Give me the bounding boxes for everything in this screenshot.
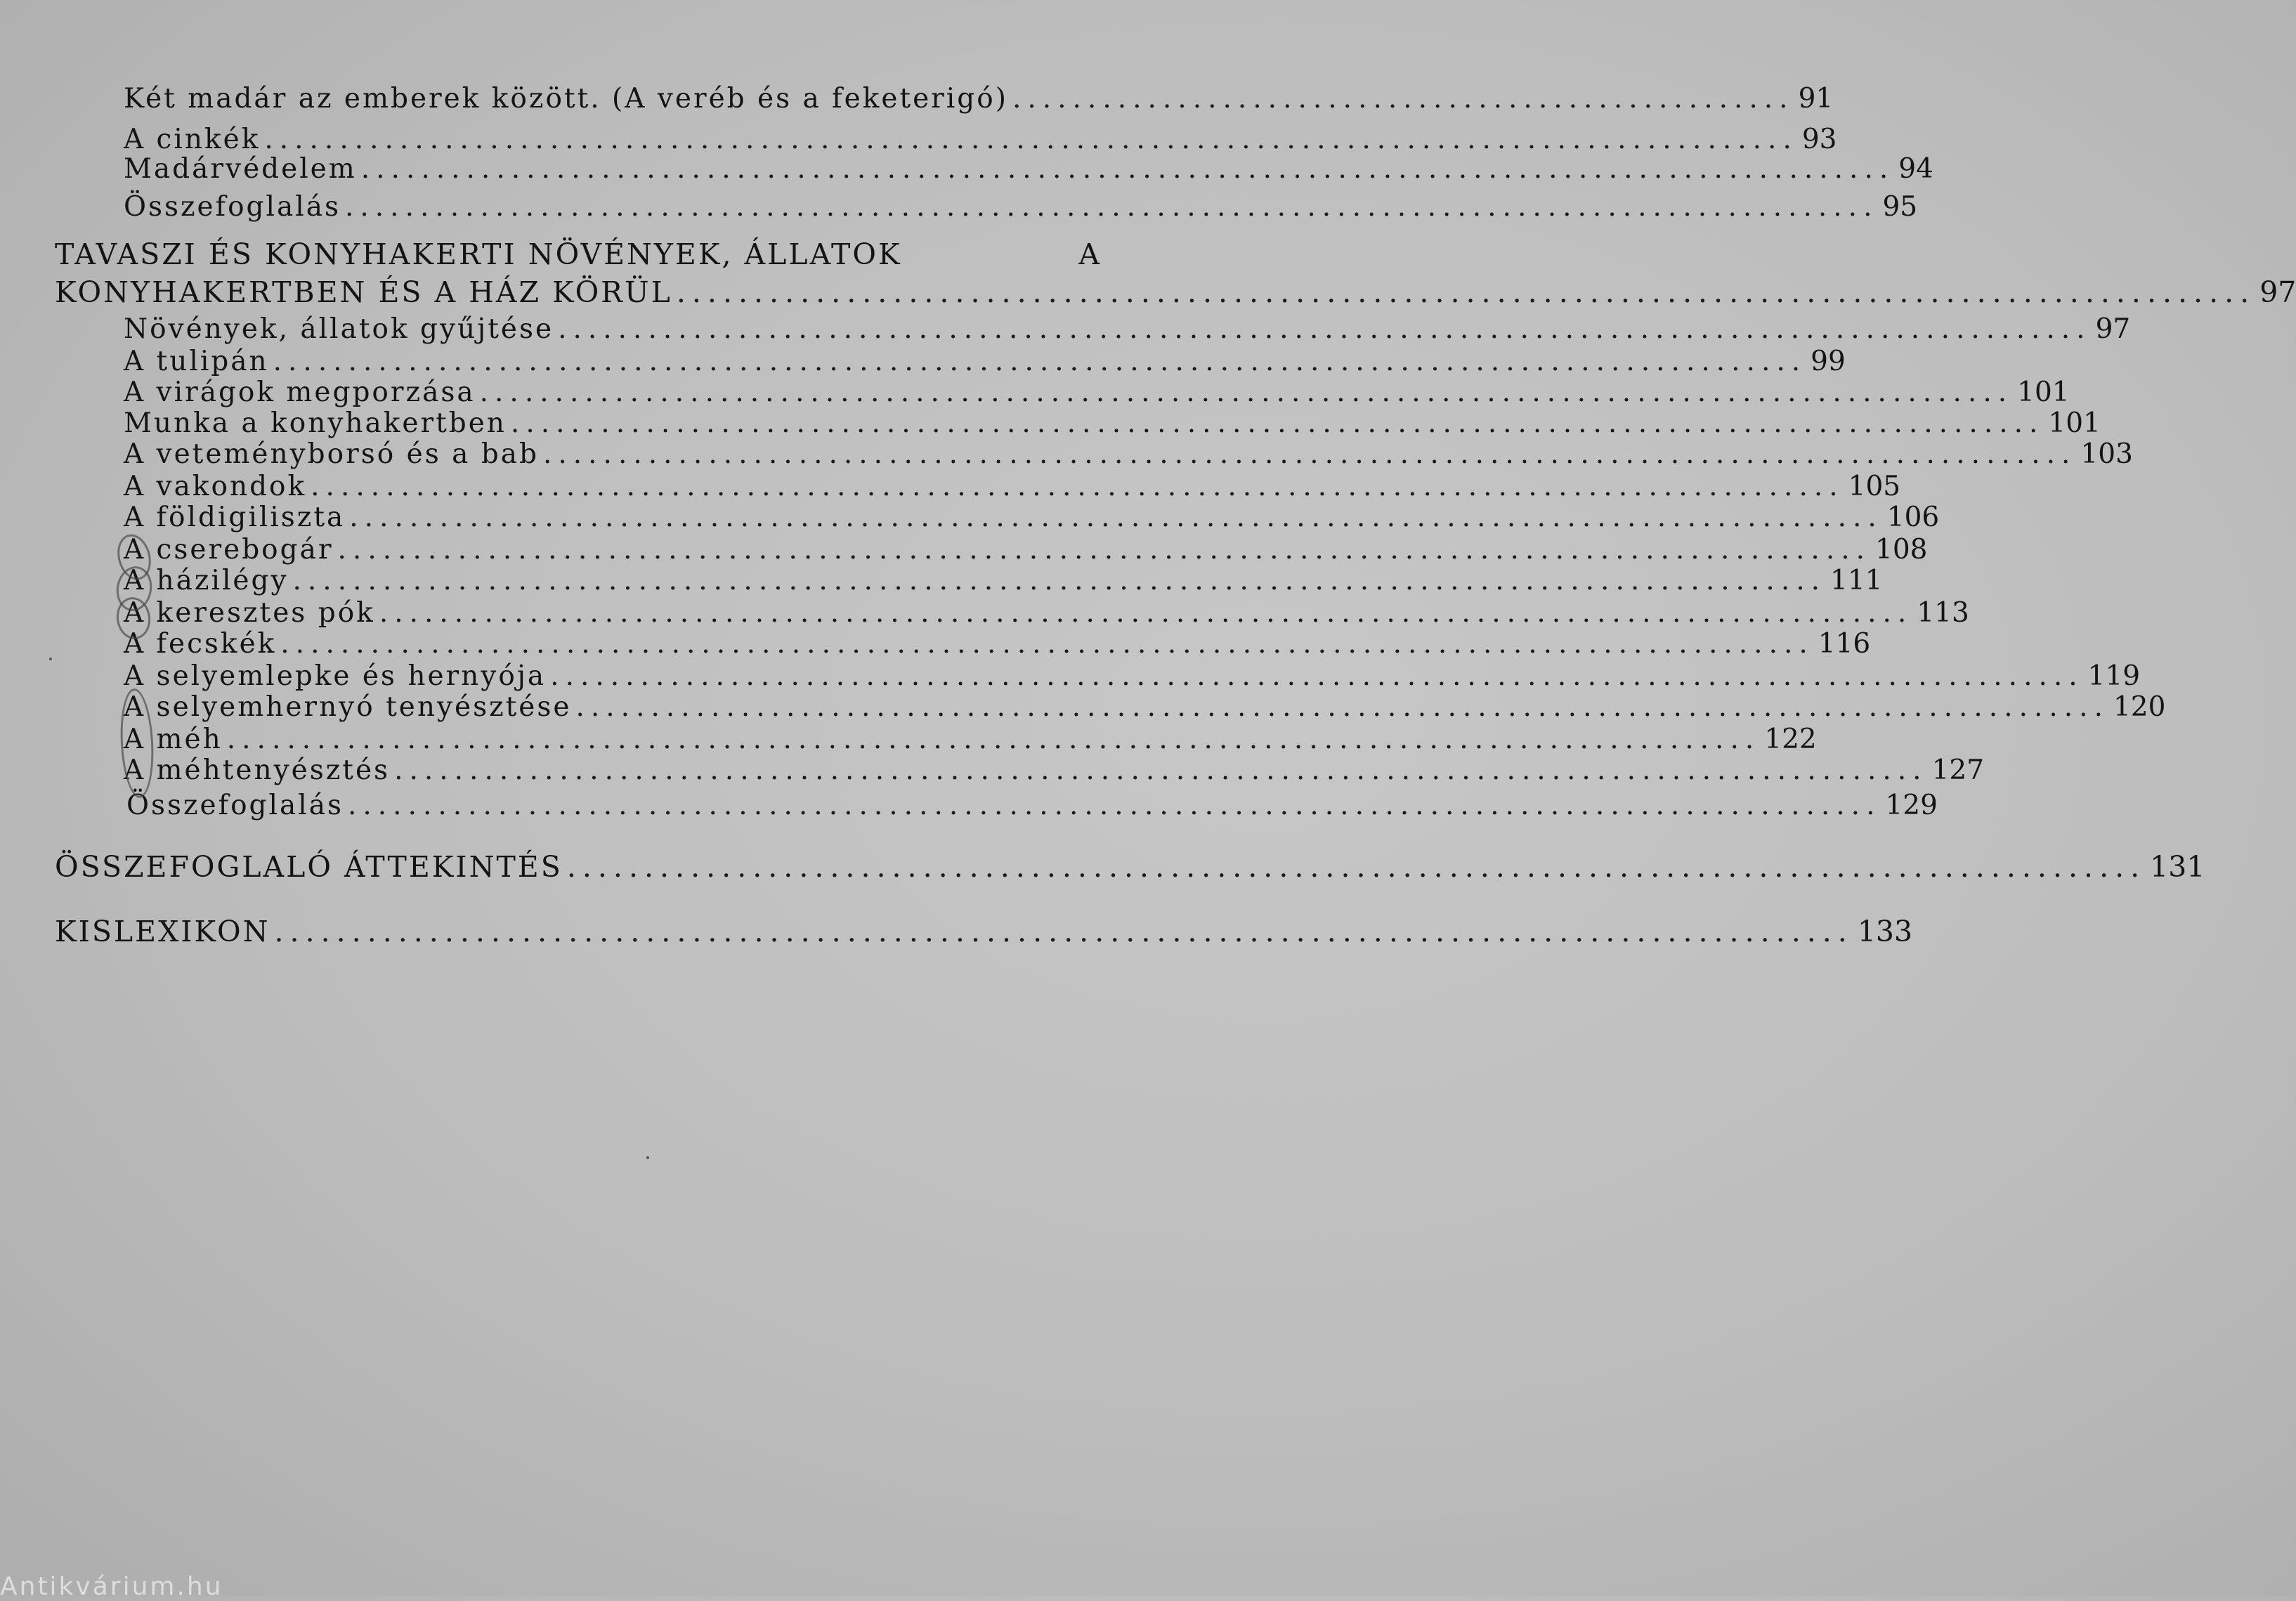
toc-entry-page: 108 <box>1875 534 1928 566</box>
toc-entry-label: A cinkék <box>124 124 261 155</box>
toc-entry <box>124 124 1837 155</box>
toc-entry-page: 131 <box>2150 850 2205 884</box>
toc-entry-page: 99 <box>1811 346 1846 377</box>
toc-entry-label: A méhtenyésztés <box>124 754 391 786</box>
toc-entry <box>124 83 1834 115</box>
toc-entry-page: 127 <box>1931 754 1985 786</box>
toc-entry-label: A tulipán <box>124 346 269 377</box>
toc-entry-label: A fecskék <box>124 628 277 660</box>
dot-leader: .................................................... <box>1012 83 1794 115</box>
toc-entry-page: 97 <box>2095 313 2131 345</box>
dot-leader: ...................................................................................................... <box>558 313 2092 345</box>
dot-leader: ...................................................................................................... <box>566 850 2146 884</box>
section-heading-line1 <box>55 237 1102 271</box>
toc-main-entry <box>55 850 2205 884</box>
toc-entry <box>124 565 1883 596</box>
toc-entry <box>124 153 1933 185</box>
toc-entry-label: A cserebogár <box>124 534 334 566</box>
toc-entry <box>124 191 1918 223</box>
toc-entry-page: 105 <box>1848 471 1901 502</box>
toc-entry <box>124 754 1985 786</box>
toc-entry-page: 133 <box>1857 915 1913 948</box>
toc-main-entry <box>55 915 1913 948</box>
watermark: Antikvárium.hu <box>0 1572 223 1601</box>
toc-entry <box>124 724 1817 755</box>
toc-entry-label: A földigiliszta <box>124 502 346 533</box>
toc-entry-page: 94 <box>1898 153 1933 185</box>
dot-leader: ...................................................................................................... <box>379 597 1913 629</box>
dot-leader: ...................................................................................................... <box>510 407 2044 439</box>
dot-leader: ...................................................................................................... <box>360 153 1895 185</box>
section-heading-text: KONYHAKERTBEN ÉS A HÁZ KÖRÜL <box>55 275 672 309</box>
toc-entry <box>126 790 1938 821</box>
toc-entry-label: Összefoglalás <box>126 790 344 821</box>
toc-entry-label: ÖSSZEFOGLALÓ ÁTTEKINTÉS <box>55 850 563 884</box>
dot-leader: ...................................................................................................... <box>676 275 2256 309</box>
toc-entry-page: 129 <box>1885 790 1938 821</box>
toc-entry <box>124 628 1871 660</box>
dot-leader: ...................................................................................................... <box>344 191 1879 223</box>
toc-entry-label: Munka a konyhakertben <box>124 407 507 439</box>
section-heading-text: TAVASZI ÉS KONYHAKERTI NÖVÉNYEK, ÁLLATOK <box>55 237 902 271</box>
toc-entry-label: A selyemhernyó tenyésztése <box>124 691 572 723</box>
dot-leader: ...................................................................................................... <box>337 534 1872 566</box>
dot-leader: ...................................................................................................... <box>280 628 1814 660</box>
toc-entry-label: A keresztes pók <box>124 597 375 629</box>
toc-entry-page: 97 <box>2259 275 2296 309</box>
dot-leader: ...................................................................................................... <box>349 502 1883 533</box>
toc-entry-page: 103 <box>2080 438 2133 470</box>
toc-entry <box>124 377 2070 408</box>
toc-entry-page: 101 <box>2017 377 2070 408</box>
toc-entry-label: A méh <box>124 724 223 755</box>
toc-entry-label: A vakondok <box>124 471 307 502</box>
dot-leader: ...................................................................................................... <box>264 124 1798 155</box>
dot-leader: ...................................................................................................... <box>575 691 2109 723</box>
toc-entry <box>124 597 1969 629</box>
paper-speck <box>49 658 52 660</box>
toc-entry-label: A veteményborsó és a bab <box>124 438 539 470</box>
section-heading-line2 <box>55 275 2296 309</box>
toc-entry-page: 101 <box>2048 407 2101 439</box>
toc-entry <box>124 346 1846 377</box>
dot-leader: ...................................................................................................... <box>347 790 1881 821</box>
toc-entry <box>124 691 2166 723</box>
toc-entry-label: Növények, állatok gyűjtése <box>124 313 554 345</box>
toc-entry-label: A selyemlepke és hernyója <box>124 660 547 692</box>
toc-entry-page: 91 <box>1798 83 1834 115</box>
toc-entry <box>124 313 2131 345</box>
toc-entry <box>124 471 1901 502</box>
dot-leader: ...................................................................................................... <box>394 754 1928 786</box>
toc-entry-label: A házilégy <box>124 565 289 596</box>
toc-entry <box>124 534 1928 566</box>
toc-entry-label: Madárvédelem <box>124 153 357 185</box>
toc-entry-page: 113 <box>1917 597 1969 629</box>
dot-leader: ...................................................................................................... <box>226 724 1761 755</box>
toc-entry <box>124 502 1940 533</box>
toc-entry-page: 111 <box>1830 565 1883 596</box>
dot-leader: ...................................................................................................... <box>274 915 1853 948</box>
toc-entry-page: 116 <box>1818 628 1871 660</box>
paper-speck <box>646 1156 649 1159</box>
toc-entry <box>124 407 2101 439</box>
section-heading-trailing: A <box>1078 237 1102 271</box>
dot-leader: ...................................................................................................... <box>542 438 2077 470</box>
toc-entry-page: 120 <box>2113 691 2166 723</box>
dot-leader: ...................................................................................................... <box>479 377 2014 408</box>
toc-entry-label: Összefoglalás <box>124 191 341 223</box>
dot-leader: ...................................................................................................... <box>273 346 1807 377</box>
dot-leader: ...................................................................................................... <box>292 565 1827 596</box>
toc-entry-label: Két madár az emberek között. (A veréb és a feketerigó) <box>124 83 1008 115</box>
dot-leader: ...................................................................................................... <box>550 660 2084 692</box>
toc-entry-label: A virágok megporzása <box>124 377 476 408</box>
toc-entry-page: 122 <box>1764 724 1817 755</box>
toc-entry-page: 119 <box>2087 660 2141 692</box>
toc-entry <box>124 438 2133 470</box>
toc-entry <box>124 660 2141 692</box>
dot-leader: ...................................................................................................... <box>311 471 1844 502</box>
toc-entry-page: 106 <box>1886 502 1940 533</box>
toc-entry-label: KISLEXIKON <box>55 915 270 948</box>
toc-entry-page: 95 <box>1882 191 1918 223</box>
toc-entry-page: 93 <box>1801 124 1837 155</box>
